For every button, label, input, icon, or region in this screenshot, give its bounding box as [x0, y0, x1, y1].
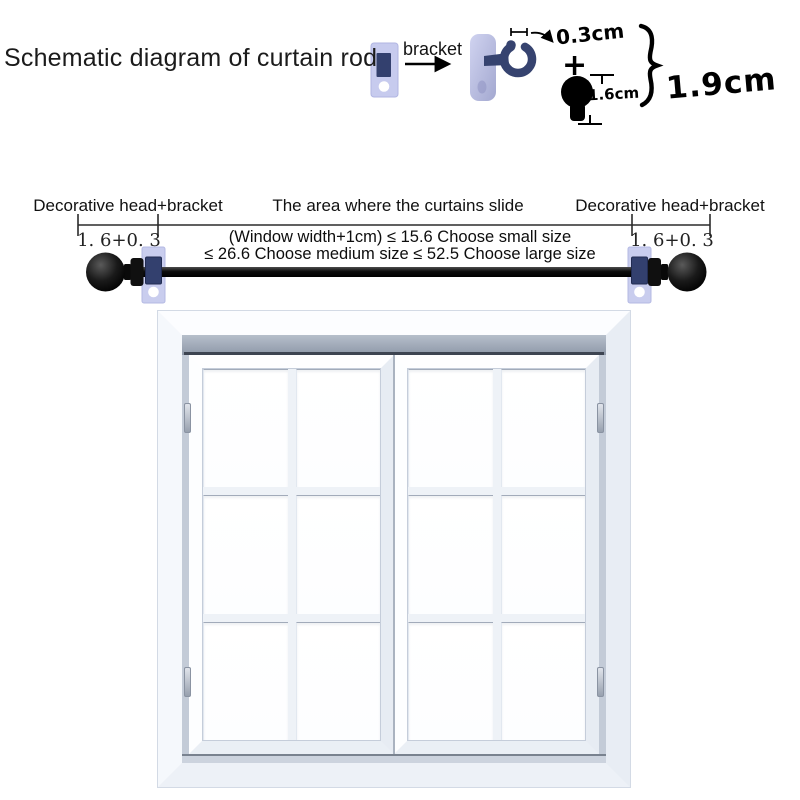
right-finial-ball — [668, 253, 707, 292]
bracket-side-hook-icon — [470, 34, 532, 101]
center-segment-label: The area where the curtains slide — [272, 196, 524, 215]
left-segment-label: Decorative head+bracket — [33, 196, 223, 215]
ball-size-annotation: 1.6cm — [587, 83, 640, 105]
page-title: Schematic diagram of curtain rod — [4, 44, 378, 72]
window-pane — [501, 495, 586, 613]
window-pane — [408, 495, 493, 613]
curly-brace-icon — [641, 26, 657, 105]
window-pane — [501, 622, 586, 740]
gap-measure-ticks — [511, 28, 552, 41]
right-segment-value: 1. 6+0. 3 — [630, 230, 714, 251]
window-pane — [296, 369, 381, 487]
hinge-icon — [597, 667, 604, 697]
right-rod-bracket-clip — [632, 257, 648, 284]
right-segment-label: Decorative head+bracket — [575, 196, 765, 215]
hinge-icon — [184, 667, 191, 697]
window-pane — [203, 495, 288, 613]
window-sash-left — [189, 355, 394, 754]
window-sill — [182, 754, 606, 763]
left-finial-ball — [86, 253, 125, 292]
window-sash-right — [394, 355, 599, 754]
hinge-icon — [184, 403, 191, 433]
size-guide-line1: (Window width+1cm) ≤ 15.6 Choose small size — [228, 228, 572, 246]
total-size-annotation: 1.9cm — [664, 61, 778, 107]
window-track-top — [182, 335, 606, 355]
plus-sign: + — [562, 48, 588, 83]
window-pane — [408, 369, 493, 487]
size-guide-line2: ≤ 26.6 Choose medium size ≤ 52.5 Choose large size — [204, 245, 596, 263]
window-mullion — [393, 355, 395, 754]
bracket-label: bracket — [403, 39, 463, 59]
window-pane — [203, 369, 288, 487]
window-pane — [408, 622, 493, 740]
window-pane — [501, 369, 586, 487]
window-pane — [296, 495, 381, 613]
pane-grid — [407, 368, 586, 741]
window-pane — [203, 622, 288, 740]
window-pane — [296, 622, 381, 740]
left-rod-bracket-clip — [146, 257, 162, 284]
window-illustration — [158, 311, 630, 787]
hinge-icon — [597, 403, 604, 433]
gap-size-annotation: 0.3cm — [554, 18, 626, 50]
left-segment-value: 1. 6+0. 3 — [77, 230, 161, 251]
pane-grid — [202, 368, 381, 741]
